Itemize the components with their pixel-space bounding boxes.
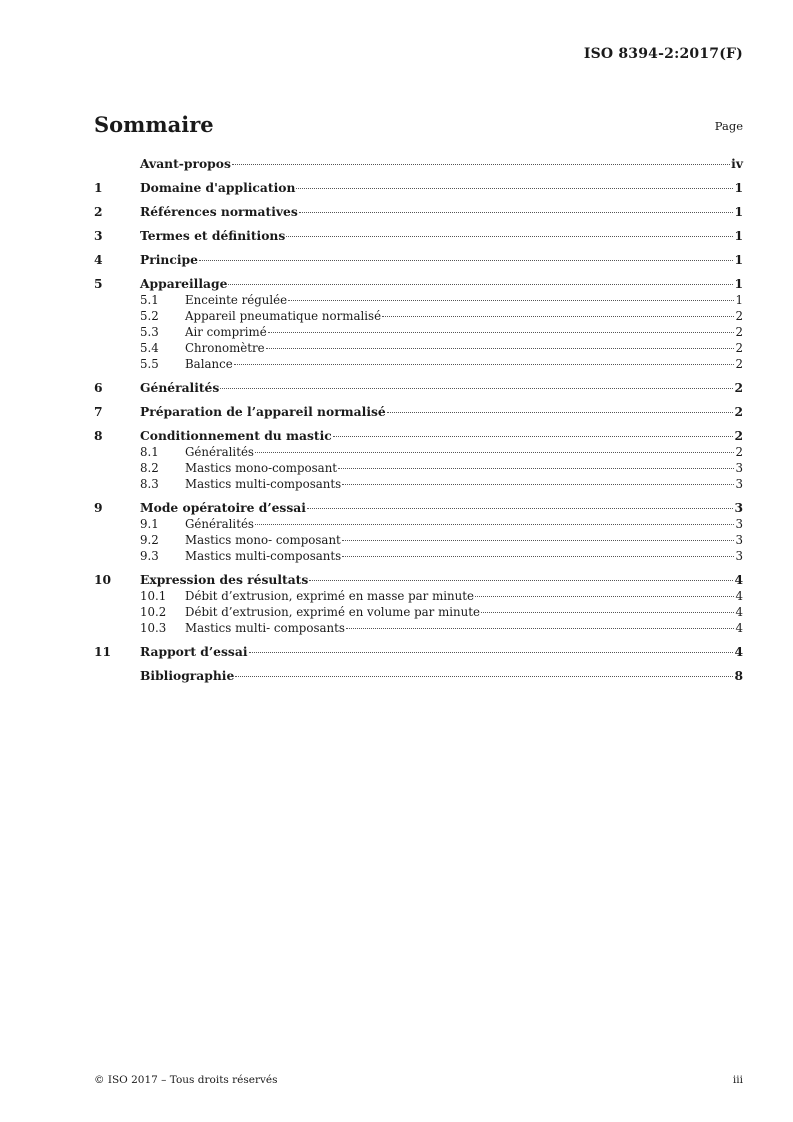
toc-entry-page: 2 — [734, 380, 743, 395]
toc-entry[interactable] — [94, 156, 743, 172]
toc-entry-number: 5.3 — [140, 325, 159, 339]
toc-entry-number: 10.2 — [140, 605, 167, 619]
toc-entry-number: 6 — [94, 380, 103, 395]
toc-entry-number: 8 — [94, 428, 103, 443]
dot-leader — [235, 676, 733, 677]
toc-entry-number: 9 — [94, 500, 103, 515]
toc-entry-page: 3 — [735, 477, 743, 491]
toc-entry-label: Généralités — [140, 380, 220, 395]
table-of-contents — [94, 156, 743, 684]
toc-entry-label: Mastics mono- composant — [185, 533, 341, 547]
toc-entry[interactable] — [94, 644, 743, 660]
dot-leader — [309, 580, 733, 581]
toc-subentry[interactable] — [94, 340, 743, 356]
toc-entry-label: Termes et définitions — [140, 228, 286, 243]
toc-entry-number: 5.2 — [140, 309, 159, 323]
toc-entry-label: Rapport d’essai — [140, 644, 248, 659]
dot-leader — [296, 188, 733, 189]
toc-subentry[interactable] — [94, 356, 743, 372]
toc-entry-label: Avant-propos — [140, 156, 231, 171]
dot-leader — [342, 556, 734, 557]
toc-subentry[interactable] — [94, 444, 743, 460]
footer-copyright: © ISO 2017 – Tous droits réservés — [94, 1074, 278, 1086]
toc-entry-label: Conditionnement du mastic — [140, 428, 332, 443]
dot-leader — [228, 284, 733, 285]
toc-entry-number: 11 — [94, 644, 112, 659]
toc-entry-number: 7 — [94, 404, 103, 419]
toc-entry[interactable] — [94, 428, 743, 444]
toc-entry[interactable] — [94, 228, 743, 244]
toc-subentry[interactable] — [94, 548, 743, 564]
toc-entry-page: iv — [731, 156, 743, 171]
toc-entry-number: 8.2 — [140, 461, 159, 475]
toc-entry-number: 8.3 — [140, 477, 159, 491]
toc-entry-label: Mastics multi-composants — [185, 549, 342, 563]
toc-entry-number: 10 — [94, 572, 112, 587]
dot-leader — [346, 628, 735, 629]
toc-entry-label: Débit d’extrusion, exprimé en masse par minute — [185, 589, 474, 603]
toc-entry-page: 3 — [735, 549, 743, 563]
toc-entry-number: 3 — [94, 228, 103, 243]
dot-leader — [333, 436, 734, 437]
toc-entry-label: Air comprimé — [185, 325, 267, 339]
toc-entry-page: 2 — [735, 309, 743, 323]
toc-entry-page: 1 — [734, 204, 743, 219]
toc-entry-label: Expression des résultats — [140, 572, 309, 587]
toc-subentry[interactable] — [94, 476, 743, 492]
toc-entry-label: Principe — [140, 252, 198, 267]
toc-entry-number: 9.3 — [140, 549, 159, 563]
toc-entry-label: Bibliographie — [140, 668, 235, 683]
dot-leader — [232, 164, 730, 165]
dot-leader — [299, 212, 734, 213]
toc-entry-page: 2 — [735, 357, 743, 371]
toc-title: Sommaire — [94, 112, 214, 137]
dot-leader — [234, 364, 735, 365]
toc-entry-page: 4 — [735, 621, 743, 635]
dot-leader — [338, 468, 734, 469]
toc-entry-label: Mastics mono-composant — [185, 461, 338, 475]
toc-entry-label: Mode opératoire d’essai — [140, 500, 306, 515]
toc-entry-page: 4 — [734, 644, 743, 659]
toc-entry[interactable] — [94, 380, 743, 396]
toc-entry[interactable] — [94, 252, 743, 268]
dot-leader — [220, 388, 733, 389]
dot-leader — [255, 524, 735, 525]
dot-leader — [387, 412, 734, 413]
toc-entry-number: 10.1 — [140, 589, 167, 603]
toc-entry-number: 2 — [94, 204, 103, 219]
toc-entry[interactable] — [94, 276, 743, 292]
dot-leader — [481, 612, 735, 613]
toc-entry[interactable] — [94, 180, 743, 196]
dot-leader — [249, 652, 734, 653]
toc-subentry[interactable] — [94, 292, 743, 308]
dot-leader — [342, 484, 734, 485]
toc-entry-number: 5.1 — [140, 293, 159, 307]
toc-entry-page: 1 — [734, 228, 743, 243]
toc-entry-number: 5 — [94, 276, 103, 291]
toc-entry-page: 3 — [735, 461, 743, 475]
dot-leader — [255, 452, 735, 453]
toc-entry-label: Chronomètre — [185, 341, 265, 355]
toc-subentry[interactable] — [94, 588, 743, 604]
toc-subentry[interactable] — [94, 532, 743, 548]
toc-entry[interactable] — [94, 572, 743, 588]
toc-entry-number: 10.3 — [140, 621, 167, 635]
toc-entry-label: Mastics multi- composants — [185, 621, 345, 635]
toc-entry-label: Enceinte régulée — [185, 293, 288, 307]
toc-subentry[interactable] — [94, 324, 743, 340]
toc-entry-page: 4 — [735, 605, 743, 619]
toc-entry-label: Appareil pneumatique normalisé — [185, 309, 382, 323]
toc-subentry[interactable] — [94, 460, 743, 476]
dot-leader — [288, 300, 734, 301]
toc-entry-page: 2 — [735, 325, 743, 339]
toc-entry-number: 1 — [94, 180, 103, 195]
toc-entry-page: 3 — [734, 500, 743, 515]
toc-entry-page: 2 — [735, 445, 743, 459]
toc-entry[interactable] — [94, 668, 743, 684]
dot-leader — [286, 236, 733, 237]
toc-entry-label: Préparation de l’appareil normalisé — [140, 404, 386, 419]
page-column-label: Page — [714, 119, 743, 133]
dot-leader — [382, 316, 734, 317]
toc-entry-page: 8 — [734, 668, 743, 683]
toc-entry-number: 9.1 — [140, 517, 159, 531]
toc-entry-page: 1 — [734, 180, 743, 195]
toc-entry-page: 3 — [735, 533, 743, 547]
dot-leader — [266, 348, 735, 349]
footer-page-number: iii — [732, 1074, 743, 1086]
toc-entry-page: 1 — [735, 293, 743, 307]
toc-entry-page: 2 — [734, 428, 743, 443]
toc-entry-label: Généralités — [185, 517, 254, 531]
toc-entry-page: 2 — [735, 341, 743, 355]
toc-entry-number: 5.5 — [140, 357, 159, 371]
toc-entry-page: 4 — [734, 572, 743, 587]
toc-entry-label: Appareillage — [140, 276, 228, 291]
dot-leader — [199, 260, 734, 261]
dot-leader — [342, 540, 735, 541]
toc-entry-number: 8.1 — [140, 445, 159, 459]
toc-entry[interactable] — [94, 404, 743, 420]
toc-entry-page: 1 — [734, 252, 743, 267]
toc-entry-number: 5.4 — [140, 341, 159, 355]
toc-entry-number: 4 — [94, 252, 103, 267]
document-id: ISO 8394-2:2017(F) — [583, 46, 743, 62]
toc-entry-page: 3 — [735, 517, 743, 531]
dot-leader — [307, 508, 734, 509]
toc-entry-page: 1 — [734, 276, 743, 291]
toc-entry-label: Références normatives — [140, 204, 298, 219]
toc-subentry[interactable] — [94, 308, 743, 324]
toc-subentry[interactable] — [94, 516, 743, 532]
toc-entry-label: Balance — [185, 357, 233, 371]
toc-entry-label: Mastics multi-composants — [185, 477, 342, 491]
toc-entry-page: 4 — [735, 589, 743, 603]
toc-entry-label: Domaine d'application — [140, 180, 296, 195]
toc-entry-page: 2 — [734, 404, 743, 419]
toc-entry-label: Généralités — [185, 445, 254, 459]
toc-entry-label: Débit d’extrusion, exprimé en volume par minute — [185, 605, 480, 619]
toc-entry[interactable] — [94, 204, 743, 220]
dot-leader — [268, 332, 735, 333]
dot-leader — [475, 596, 735, 597]
toc-subentry[interactable] — [94, 620, 743, 636]
toc-subentry[interactable] — [94, 604, 743, 620]
toc-entry[interactable] — [94, 500, 743, 516]
toc-entry-number: 9.2 — [140, 533, 159, 547]
